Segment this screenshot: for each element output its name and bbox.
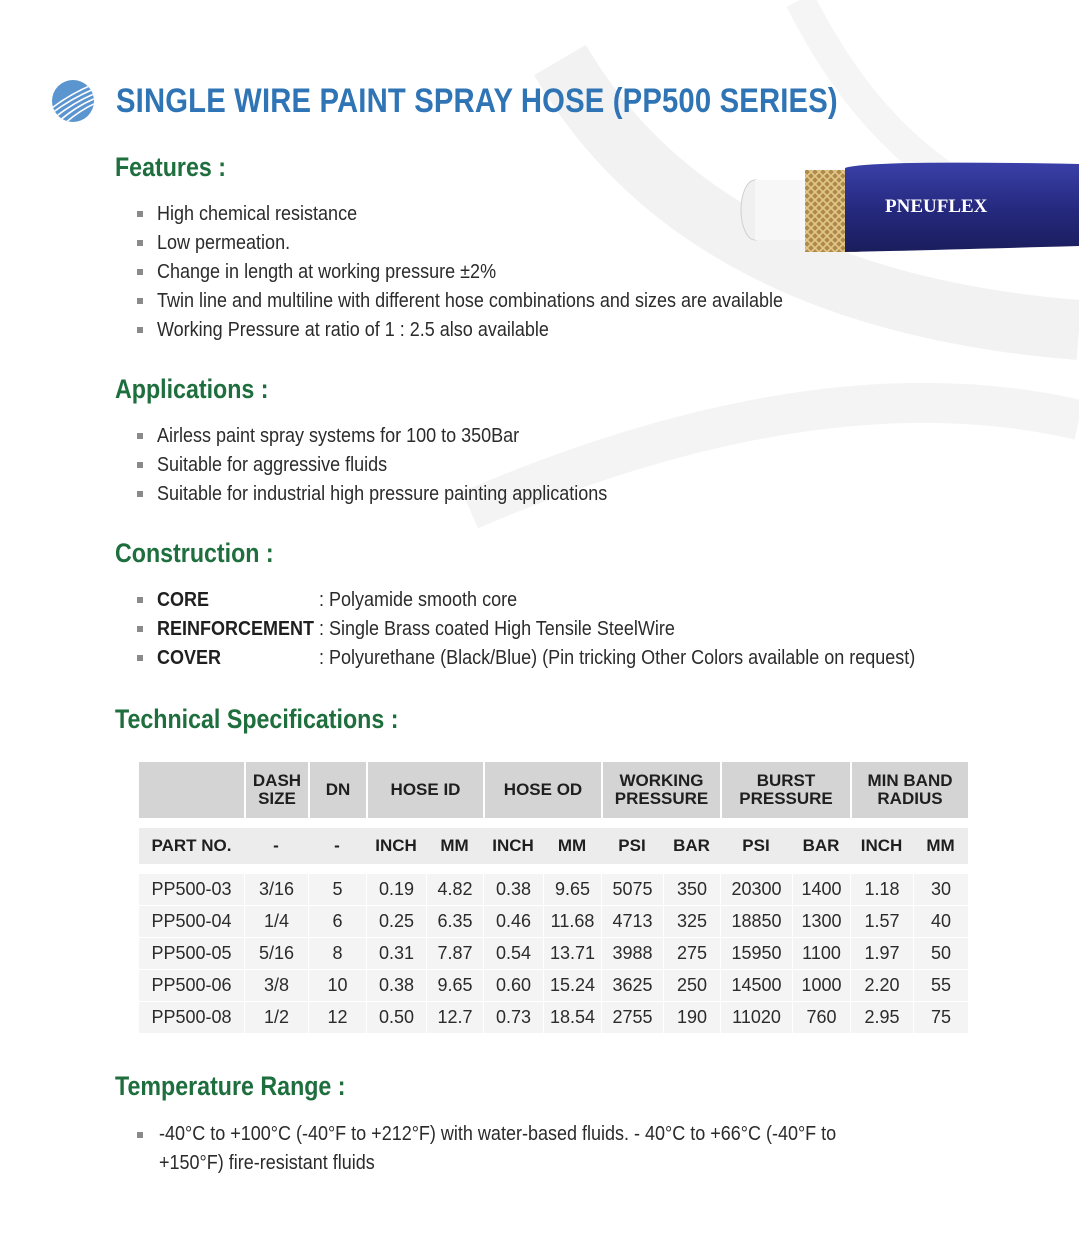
table-header-cell: HOSE OD: [483, 762, 601, 818]
table-cell: 760: [792, 1002, 850, 1034]
table-cell: 1/2: [244, 1002, 308, 1034]
table-cell: 5/16: [244, 938, 308, 970]
table-header-cell: PART NO.: [139, 828, 244, 864]
table-cell: 11.68: [543, 906, 601, 938]
bullet-icon: [137, 491, 143, 497]
construction-item-core: CORE : Polyamide smooth core: [137, 586, 982, 615]
brand-label: PNEUFLEX: [885, 196, 988, 217]
table-cell: 0.50: [366, 1002, 426, 1034]
features-list: [137, 200, 853, 345]
table-header-cell: BURST PRESSURE: [720, 762, 850, 818]
table-cell: 0.54: [483, 938, 543, 970]
table-cell: 7.87: [426, 938, 483, 970]
table-header-cell: [139, 762, 244, 818]
table-cell: 12.7: [426, 1002, 483, 1034]
temperature-item: [137, 1120, 987, 1178]
table-header-cell: PSI: [720, 828, 792, 864]
table-cell: 14500: [720, 970, 792, 1002]
bullet-icon: [137, 298, 143, 304]
table-cell: 50: [913, 938, 968, 970]
table-group-header-row: [139, 762, 968, 818]
table-cell: 18850: [720, 906, 792, 938]
bullet-icon: [137, 597, 143, 603]
bullet-icon: [137, 626, 143, 632]
temperature-heading: Temperature Range :: [115, 1071, 346, 1101]
table-header-cell: INCH: [366, 828, 426, 864]
title-row: [50, 78, 955, 124]
bullet-icon: [137, 211, 143, 217]
table-header-cell: DN: [308, 762, 366, 818]
bullet-icon: [137, 240, 143, 246]
construction-list: [137, 586, 982, 673]
table-cell: PP500-05: [139, 938, 244, 970]
table-cell: 1100: [792, 938, 850, 970]
table-cell: 18.54: [543, 1002, 601, 1034]
list-item: High chemical resistance: [137, 200, 853, 229]
table-cell: 15.24: [543, 970, 601, 1002]
table-cell: 1300: [792, 906, 850, 938]
table-cell: 2.20: [850, 970, 913, 1002]
list-item: Suitable for industrial high pressure painting applications: [137, 480, 657, 509]
table-cell: 0.19: [366, 874, 426, 906]
table-cell: 6.35: [426, 906, 483, 938]
table-cell: 275: [663, 938, 720, 970]
table-subheader-row: [139, 828, 968, 864]
table-cell: 12: [308, 1002, 366, 1034]
table-cell: 4713: [601, 906, 663, 938]
construction-item-cover: COVER : Polyurethane (Black/Blue) (Pin tricking Other Colors available on request): [137, 644, 982, 673]
spec-table: [139, 762, 968, 1034]
table-cell: 190: [663, 1002, 720, 1034]
list-item: Working Pressure at ratio of 1 : 2.5 also available: [137, 316, 853, 345]
temperature-text: -40°C to +100°C (-40°F to +212°F) with water-based fluids. - 40°C to +66°C (-40°F to +150°F) fire-resistant fluids: [159, 1123, 837, 1174]
table-cell: PP500-06: [139, 970, 244, 1002]
table-cell: 13.71: [543, 938, 601, 970]
table-cell: 40: [913, 906, 968, 938]
table-cell: 1400: [792, 874, 850, 906]
table-cell: 0.25: [366, 906, 426, 938]
table-cell: 0.73: [483, 1002, 543, 1034]
table-header-cell: PSI: [601, 828, 663, 864]
bullet-icon: [137, 1132, 143, 1138]
table-cell: 1.57: [850, 906, 913, 938]
applications-list: [137, 422, 657, 509]
table-row: [139, 906, 968, 938]
table-cell: 30: [913, 874, 968, 906]
table-cell: 1.18: [850, 874, 913, 906]
table-row: [139, 938, 968, 970]
construction-item-reinforcement: REINFORCEMENT : Single Brass coated High Tensile SteelWire: [137, 615, 982, 644]
table-cell: PP500-04: [139, 906, 244, 938]
page-title: SINGLE WIRE PAINT SPRAY HOSE (PP500 SERIES): [116, 81, 838, 120]
table-cell: 3/16: [244, 874, 308, 906]
table-cell: 5: [308, 874, 366, 906]
construction-heading: Construction :: [115, 538, 274, 568]
table-cell: 2755: [601, 1002, 663, 1034]
table-cell: 75: [913, 1002, 968, 1034]
table-header-cell: MM: [426, 828, 483, 864]
table-cell: 350: [663, 874, 720, 906]
bullet-icon: [137, 462, 143, 468]
table-header-cell: INCH: [850, 828, 913, 864]
table-cell: 1.97: [850, 938, 913, 970]
table-cell: 2.95: [850, 1002, 913, 1034]
applications-heading: Applications :: [115, 374, 269, 404]
table-cell: 0.60: [483, 970, 543, 1002]
table-cell: PP500-03: [139, 874, 244, 906]
table-cell: 0.31: [366, 938, 426, 970]
bullet-icon: [137, 655, 143, 661]
bullet-icon: [137, 327, 143, 333]
table-cell: 11020: [720, 1002, 792, 1034]
table-header-cell: DASH SIZE: [244, 762, 308, 818]
table-header-cell: HOSE ID: [366, 762, 483, 818]
table-cell: 20300: [720, 874, 792, 906]
table-header-cell: BAR: [663, 828, 720, 864]
table-header-cell: INCH: [483, 828, 543, 864]
table-cell: 0.38: [483, 874, 543, 906]
table-cell: PP500-08: [139, 1002, 244, 1034]
features-heading: Features :: [115, 152, 226, 182]
list-item: Low permeation.: [137, 229, 853, 258]
list-item: Airless paint spray systems for 100 to 350Bar: [137, 422, 657, 451]
table-cell: 9.65: [426, 970, 483, 1002]
specs-heading: Technical Specifications :: [115, 704, 399, 734]
list-item: Twin line and multiline with different hose combinations and sizes are available: [137, 287, 853, 316]
table-header-cell: -: [244, 828, 308, 864]
table-cell: 15950: [720, 938, 792, 970]
table-header-cell: WORKING PRESSURE: [601, 762, 720, 818]
table-cell: 250: [663, 970, 720, 1002]
table-cell: 4.82: [426, 874, 483, 906]
table-row: [139, 970, 968, 1002]
table-cell: 6: [308, 906, 366, 938]
table-header-cell: MIN BAND RADIUS: [850, 762, 968, 818]
bullet-icon: [137, 269, 143, 275]
table-header-cell: MM: [913, 828, 968, 864]
list-item: Suitable for aggressive fluids: [137, 451, 657, 480]
table-cell: 1000: [792, 970, 850, 1002]
table-cell: 0.46: [483, 906, 543, 938]
table-cell: 10: [308, 970, 366, 1002]
table-cell: 3/8: [244, 970, 308, 1002]
globe-logo-icon: [50, 78, 96, 124]
table-cell: 5075: [601, 874, 663, 906]
bullet-icon: [137, 433, 143, 439]
list-item: Change in length at working pressure ±2%: [137, 258, 853, 287]
table-cell: 0.38: [366, 970, 426, 1002]
table-cell: 55: [913, 970, 968, 1002]
table-header-cell: -: [308, 828, 366, 864]
table-cell: 8: [308, 938, 366, 970]
table-cell: 325: [663, 906, 720, 938]
table-row: [139, 874, 968, 906]
table-cell: 1/4: [244, 906, 308, 938]
table-row: [139, 1002, 968, 1034]
table-header-cell: BAR: [792, 828, 850, 864]
table-header-cell: MM: [543, 828, 601, 864]
table-cell: 9.65: [543, 874, 601, 906]
table-cell: 3625: [601, 970, 663, 1002]
table-cell: 3988: [601, 938, 663, 970]
